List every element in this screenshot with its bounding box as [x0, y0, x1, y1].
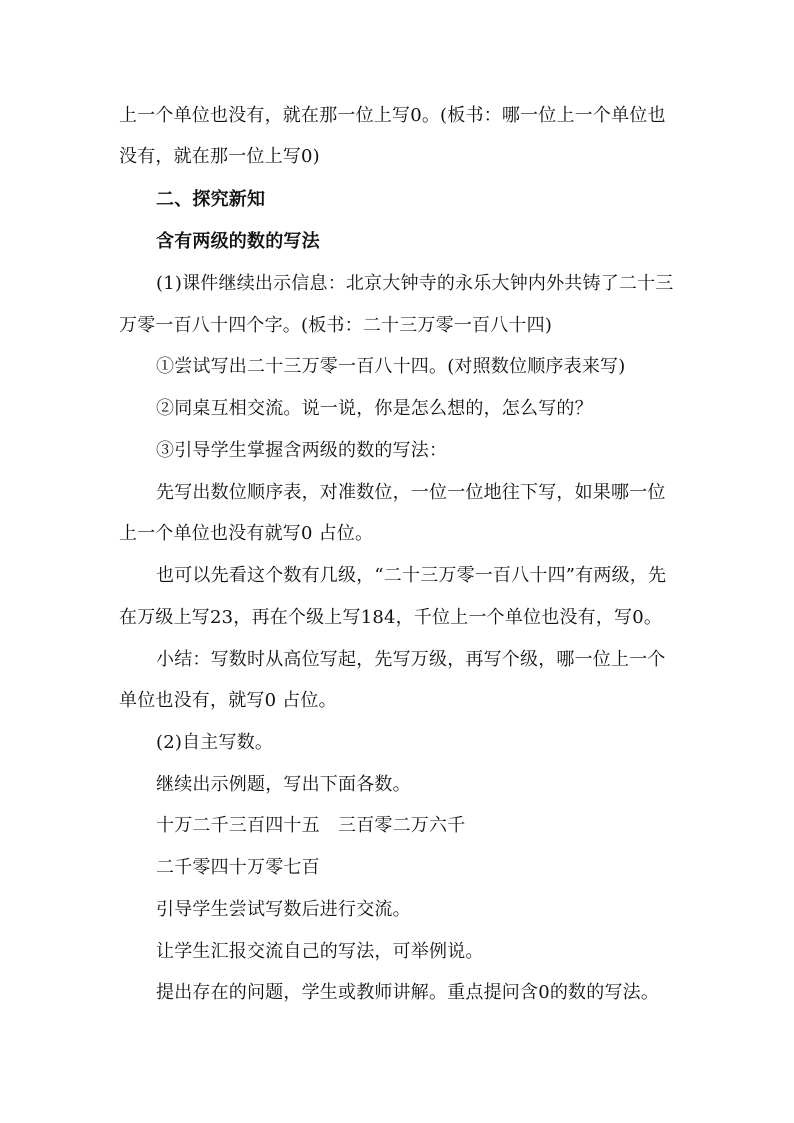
item-1-line-1: (1)课件继续出示信息：北京大钟寺的永乐大钟内外共铸了二十三	[156, 273, 674, 294]
method-2-line-2: 在万级上写23，再在个级上写184，千位上一个单位也没有，写0。	[119, 607, 663, 628]
guide-line-1: 引导学生尝试写数后进行交流。	[156, 899, 411, 920]
example-intro: 继续出示例题，写出下面各数。	[156, 774, 411, 795]
section-title: 二、探究新知	[156, 189, 266, 210]
paragraph-continued-line-1: 上一个单位也没有，就在那一位上写0。(板书：哪一位上一个单位也	[119, 105, 666, 126]
method-1-line-2: 上一个单位也没有就写0 占位。	[119, 523, 374, 544]
subsection-title: 含有两级的数的写法	[156, 231, 320, 252]
step-1: ①尝试写出二十三万零一百八十四。(对照数位顺序表来写)	[156, 356, 626, 377]
method-2-line-1: 也可以先看这个数有几级，“二十三万零一百八十四”有两级，先	[156, 565, 667, 586]
example-numbers-line-2: 二千零四十万零七百	[156, 857, 320, 878]
summary-line-1: 小结：写数时从高位写起，先写万级，再写个级，哪一位上一个	[156, 649, 666, 670]
item-2: (2)自主写数。	[156, 732, 274, 753]
guide-line-3: 提出存在的问题，学生或教师讲解。重点提问含0的数的写法。	[156, 982, 660, 1003]
step-2: ②同桌互相交流。说一说，你是怎么想的，怎么写的？	[156, 398, 593, 419]
step-3: ③引导学生掌握含两级的数的写法：	[156, 440, 448, 461]
example-numbers-line-1: 十万二千三百四十五 三百零二万六千	[156, 815, 466, 836]
summary-line-2: 单位也没有，就写0 占位。	[119, 690, 337, 711]
item-1-line-2: 万零一百八十四个字。(板书：二十三万零一百八十四)	[119, 315, 553, 336]
guide-line-2: 让学生汇报交流自己的写法，可举例说。	[156, 941, 484, 962]
paragraph-continued-line-2: 没有，就在那一位上写0)	[119, 146, 320, 167]
method-1-line-1: 先写出数位顺序表，对准数位，一位一位地往下写，如果哪一位	[156, 482, 666, 503]
